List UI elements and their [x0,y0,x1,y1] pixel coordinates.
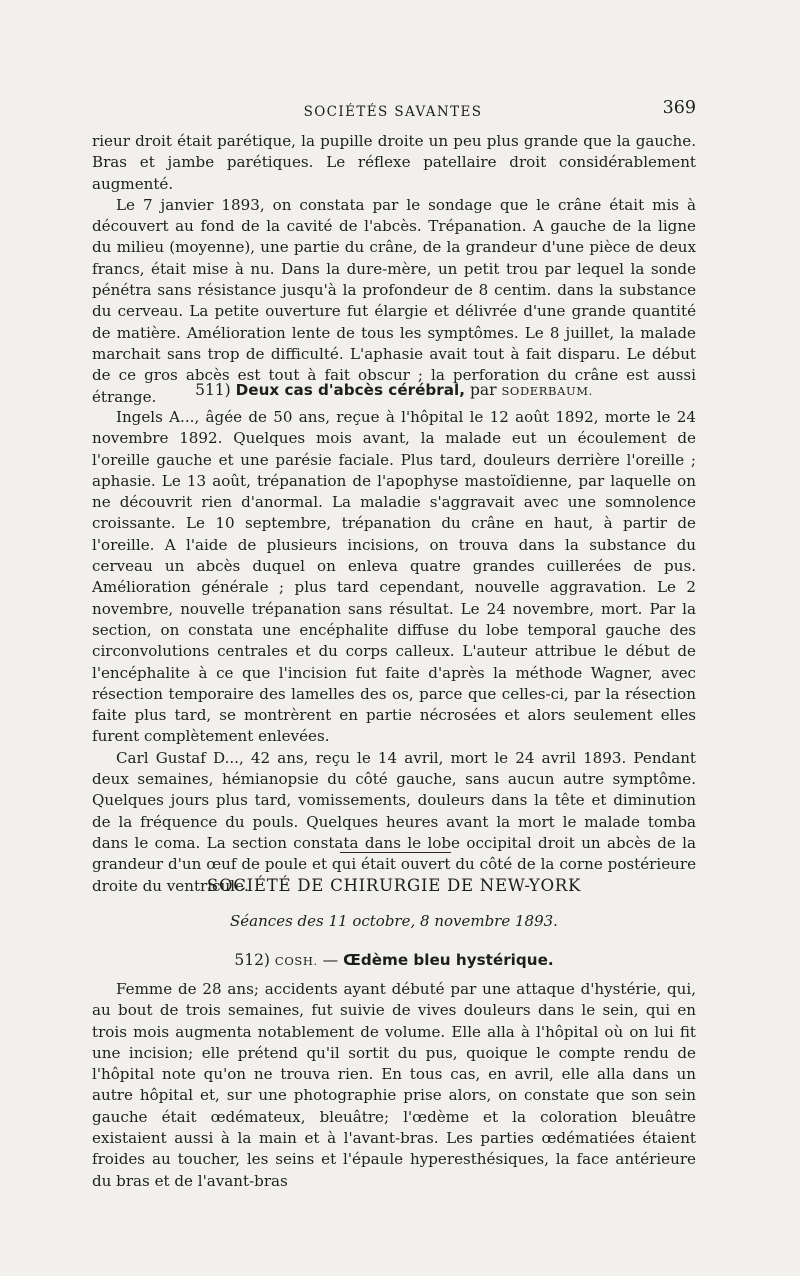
article-511-heading [92,380,696,402]
paragraph: Le 7 janvier 1893, on constata par le sondage que le crâne était mis à découvert au fond de la cavité de l'abcès. Trépanation. A gauche de la ligne du milieu (moyenne), une partie du crâne, de la grandeur d'une pièce de deux francs, était mise à nu. Dans la dure-mère, un petit trou par lequel la sonde pénétra sans résistance jusqu'à la profondeur de 8 centim. dans la substance du cerveau. La petite ouverture fut élargie et délivrée d'une grande quantité de matière. Amélioration lente de tous les symptômes. Le 8 juillet, la malade marchait sans trop de difficulté. L'aphasie avait tout à fait disparu. Le début de ce gros abcès est tout à fait obscur ; la perforation du crâne est aussi étrange. [92,195,696,406]
paragraph: rieur droit était parétique, la pupille droite un peu plus grande que la gauche. Bras et jambe parétiques. Le réflexe patellaire droit considérablement augmenté. [92,132,696,193]
sessions-subheading: Séances des 11 octobre, 8 novembre 1893. [230,912,558,930]
article-511-body [92,407,696,897]
section-divider [340,852,451,853]
article-by: par [469,381,497,399]
article-title: Deux cas d'abcès cérébral, [235,381,465,399]
article-512-body [92,979,696,1192]
running-head [90,98,696,124]
article-author: SODERBAUM. [501,384,593,398]
article-author: COSH. [274,954,318,968]
running-title: SOCIÉTÉS SAVANTES [303,104,483,120]
page-number: 369 [662,98,696,118]
title-dash: — [322,951,339,969]
article-number: 512) [234,951,270,969]
article-title: Œdème bleu hystérique. [343,951,554,969]
article-number: 511) [195,381,231,399]
society-heading: SOCIÉTÉ DE CHIRURGIE DE NEW-YORK [206,876,582,895]
paragraph: Femme de 28 ans; accidents ayant débuté par une attaque d'hystérie, qui, au bout de trois semaines, fut suivie de vives douleurs dans le sein, qui en trois mois augmenta notablement de volume. Elle alla à l'hôpital où on lui fit une incision; elle prétend qu'il sortit du pus, quoique le compte rendu de l'hôpital note qu'on ne trouva rien. En tous cas, en avril, elle alla dans un autre hôpital et, sur une photographie prise alors, on constate que son sein gauche était œdémateux, bleuâtre; l'œdème et la coloration bleuâtre existaient aussi à la main et à l'avant-bras. Les parties œdématiées étaient froides au toucher, les seins et l'épaule hyperesthésiques, la face antérieure du bras et de l'avant-bras [92,980,696,1190]
paragraph: Carl Gustaf D..., 42 ans, reçu le 14 avril, mort le 24 avril 1893. Pendant deux semaines, hémianopsie du côté gauche, sans aucun autre symptôme. Quelques jours plus tard, vomissements, douleurs dans la tête et diminution de la fréquence du pouls. Quelques heures avant la mort le malade tomba dans le coma. La section constata dans le lobe occipital droit un abcès de la grandeur d'un œuf de poule et qui était ouvert du côté de la corne postérieure droite du ventricule. [92,748,696,895]
paragraph: Ingels A..., âgée de 50 ans, reçue à l'hôpital le 12 août 1892, morte le 24 novembre 1892. Quelques mois avant, la malade eut un écoulement de l'oreille gauche et une parésie faciale. Plus tard, douleurs derrière l'oreille ; aphasie. Le 13 août, trépanation de l'apophyse mastoïdienne, par laquelle on ne découvrit rien d'anormal. La maladie s'aggravait avec une somnolence croissante. Le 10 septembre, trépanation du crâne en haut, à partir de l'oreille. A l'aide de plusieurs incisions, on trouva dans la substance du cerveau un abcès duquel on enleva quatre grandes cuillerées de pus. Amélioration générale ; plus tard cependant, nouvelle aggravation. Le 2 novembre, nouvelle trépanation sans résultat. Le 24 novembre, mort. Par la section, on constata une encéphalite diffuse du lobe temporal gauche des circonvolutions centrales et du corps calleux. L'auteur attribue le début de l'encéphalite à ce que l'incision fut faite d'après la méthode Wagner, avec résection temporaire des lamelles des os, parce que celles-ci, par la résection faite plus tard, se montrèrent en partie nécrosées et alors seulement elles furent complètement enlevées. [92,408,696,746]
section-continued [92,131,696,408]
article-512-heading [92,950,696,972]
